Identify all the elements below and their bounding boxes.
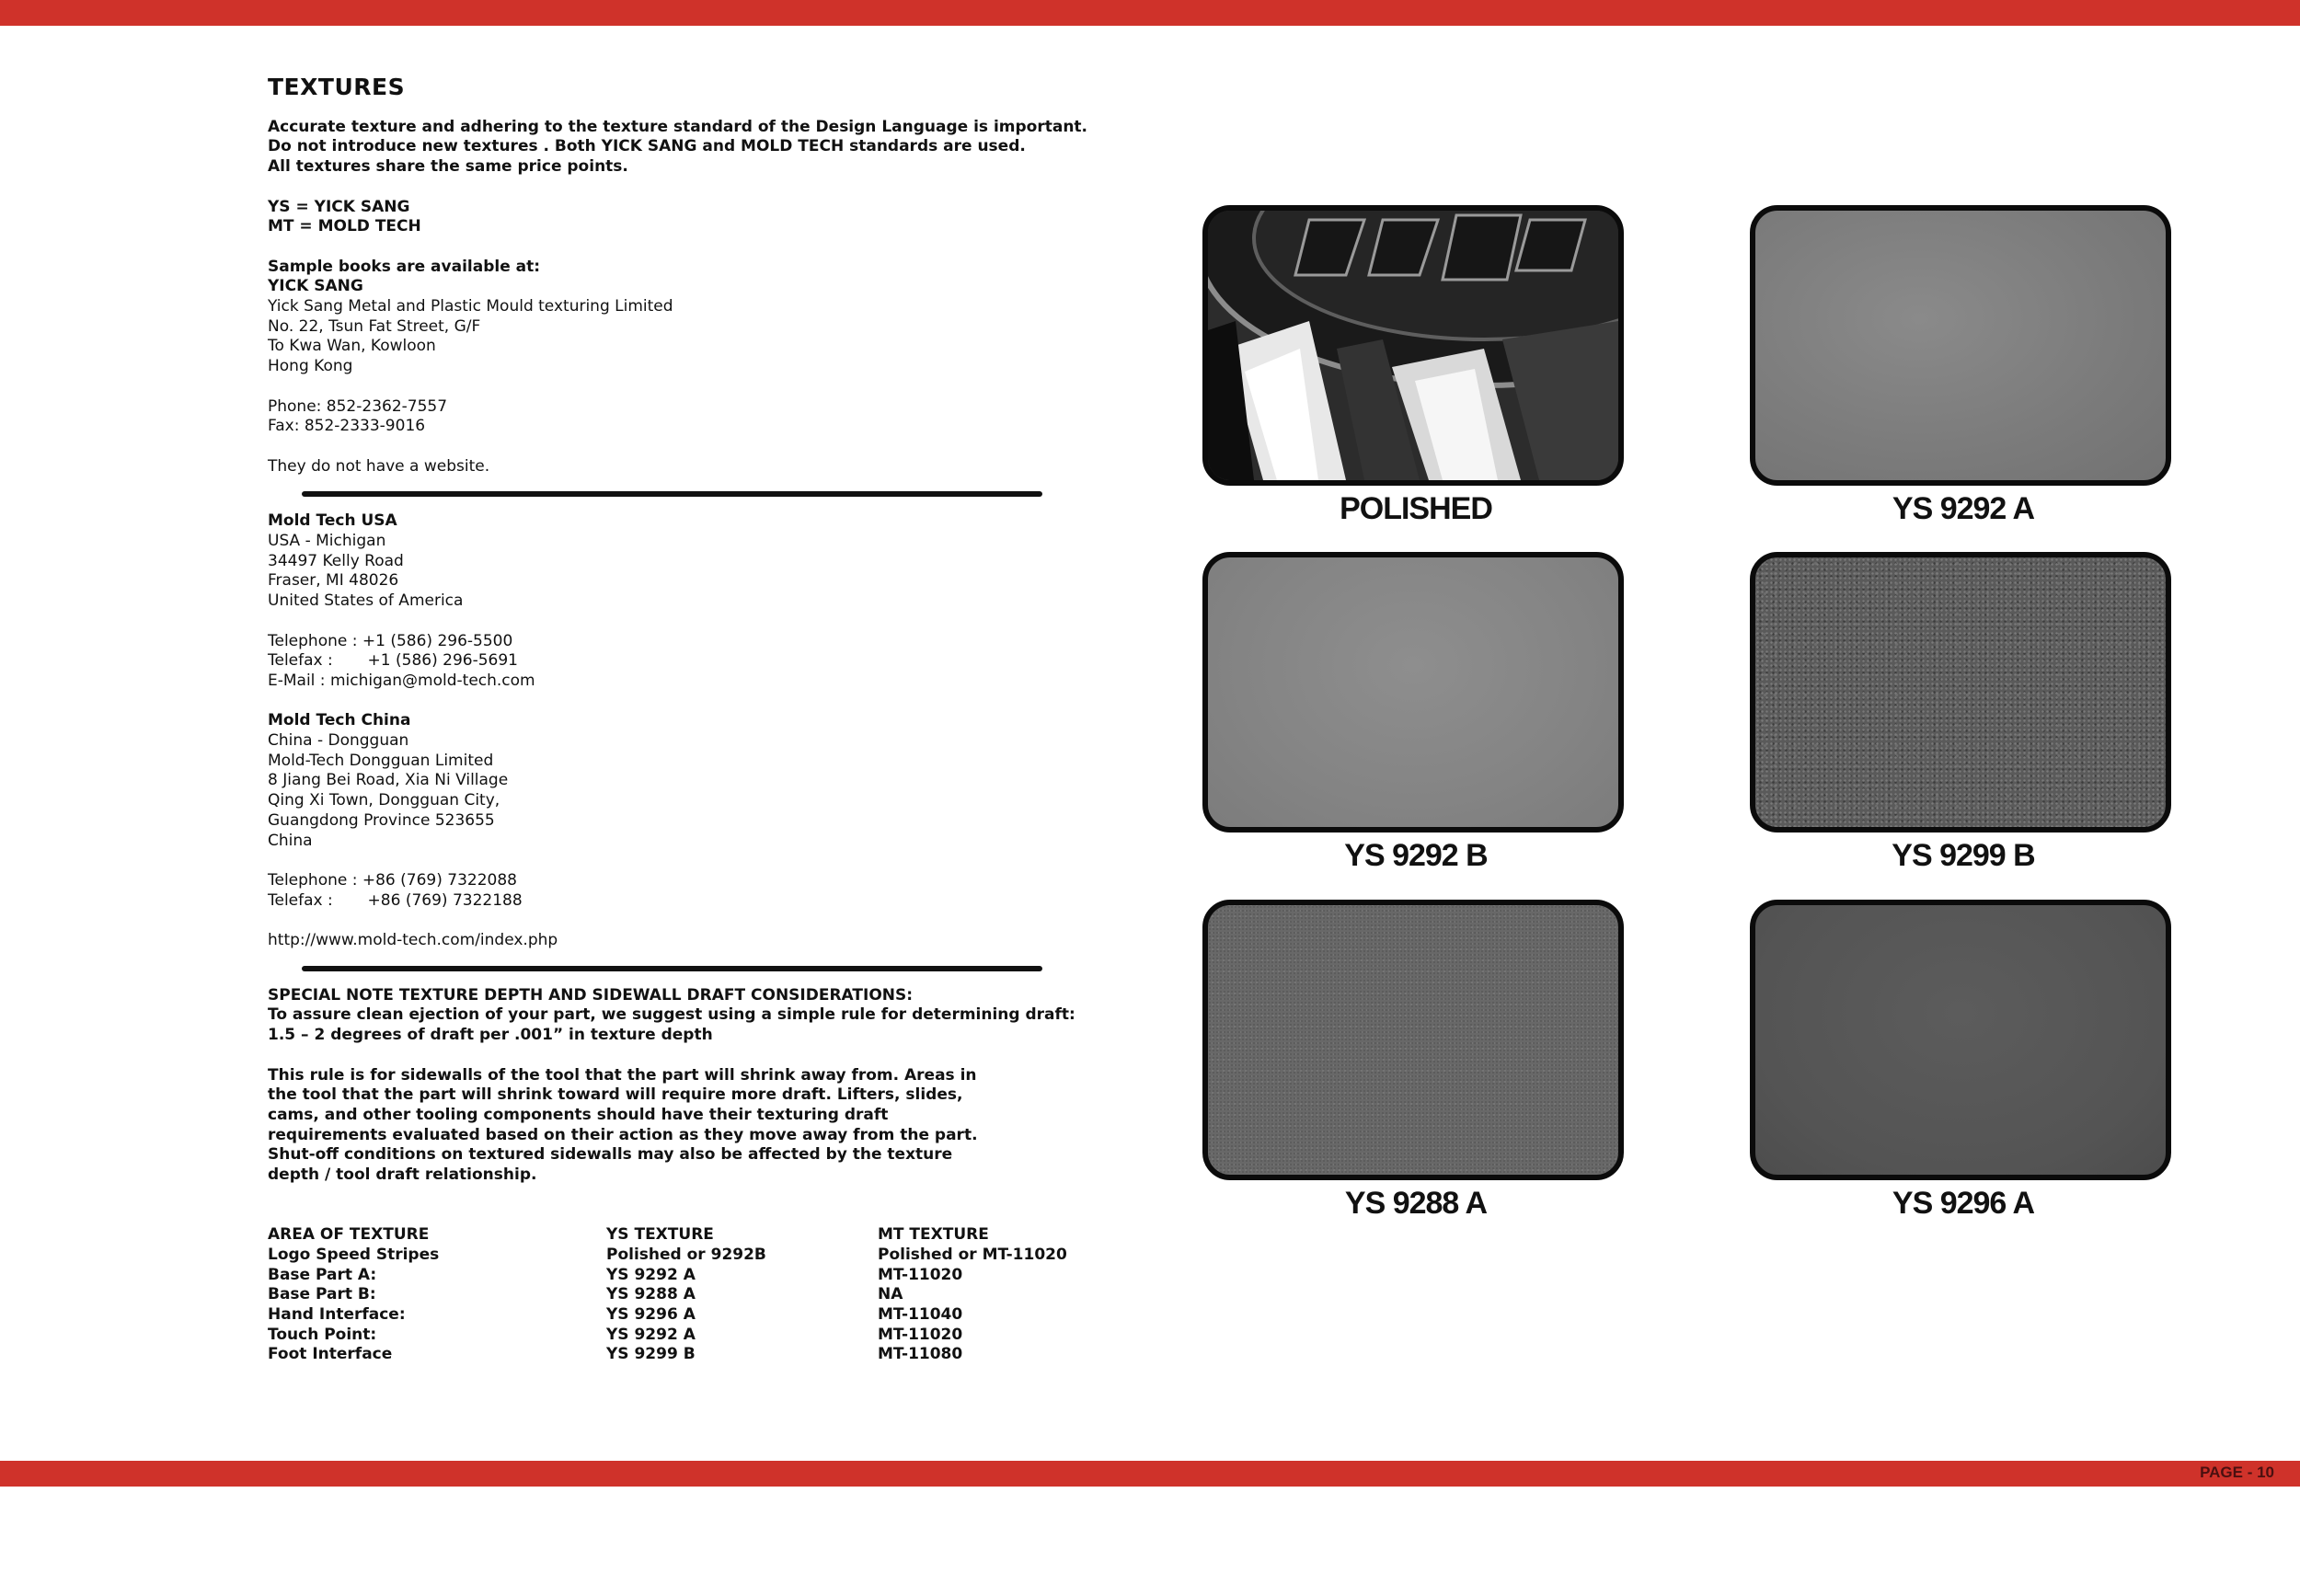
texture-sample [1750, 205, 2171, 486]
special-note-line: 1.5 – 2 degrees of draft per .001” in texture depth [268, 1026, 713, 1045]
texture-sample [1750, 552, 2171, 832]
swatch-label: YS 9292 B [1344, 838, 1488, 873]
contact-line: Telefax : +1 (586) 296-5691 [268, 651, 518, 671]
special-note-heading: SPECIAL NOTE TEXTURE DEPTH AND SIDEWALL DRAFT CONSIDERATIONS: [268, 985, 914, 1005]
table-row [268, 1345, 1067, 1365]
table-cell: YS 9292 A [606, 1265, 696, 1284]
table-cell: YS 9292 A [606, 1325, 696, 1344]
address-line: No. 22, Tsun Fat Street, G/F [268, 316, 481, 336]
table-cell: Logo Speed Stripes [268, 1245, 440, 1264]
table-header: MT TEXTURE [878, 1225, 989, 1245]
contact-line: E-Mail : michigan@mold-tech.com [268, 671, 535, 690]
address-line: Guangdong Province 523655 [268, 810, 495, 830]
polished-sample-image [1202, 205, 1624, 486]
table-cell: Polished or MT-11020 [878, 1245, 1067, 1264]
intro-line: All textures share the same price points. [268, 157, 628, 177]
address-line: 8 Jiang Bei Road, Xia Ni Village [268, 771, 509, 790]
mold-tech-china-name: Mold Tech China [268, 711, 411, 730]
swatch-polished [1202, 205, 1629, 527]
address-line: Qing Xi Town, Dongguan City, [268, 791, 500, 810]
table-header: YS TEXTURE [606, 1225, 714, 1245]
swatch-label: YS 9292 A [1892, 491, 2035, 526]
swatch-ys-9292-a [1750, 205, 2177, 527]
text-column [268, 74, 1151, 1365]
contact-line: Telephone : +86 (769) 7322088 [268, 870, 517, 890]
special-note-paragraph: requirements evaluated based on their action as they move away from the part. [268, 1125, 978, 1144]
address-line: 34497 Kelly Road [268, 551, 404, 570]
table-cell: YS 9288 A [606, 1285, 696, 1304]
texture-sample [1202, 900, 1624, 1180]
yick-sang-fax: Fax: 852-2333-9016 [268, 417, 426, 436]
table-cell: Base Part A: [268, 1265, 377, 1284]
special-note-paragraph: cams, and other tooling components should have their texturing draft [268, 1105, 889, 1124]
sample-heading: Sample books are available at: [268, 257, 541, 276]
address-line: Hong Kong [268, 357, 353, 376]
swatch-label: POLISHED [1340, 491, 1492, 526]
texture-sample [1750, 900, 2171, 1180]
divider [302, 491, 1042, 497]
mold-tech-usa-name: Mold Tech USA [268, 511, 397, 531]
table-cell: MT-11020 [878, 1325, 963, 1344]
special-note-paragraph: This rule is for sidewalls of the tool that the part will shrink away from. Areas in [268, 1065, 977, 1085]
special-note-line: To assure clean ejection of your part, we suggest using a simple rule for determining draft: [268, 1005, 1075, 1025]
abbrev-mt: MT = MOLD TECH [268, 217, 421, 236]
table-cell: YS 9299 B [606, 1345, 696, 1364]
address-line: China [268, 831, 313, 850]
table-cell: Base Part B: [268, 1285, 376, 1304]
address-line: Fraser, MI 48026 [268, 571, 399, 591]
table-row [268, 1246, 1067, 1266]
swatch-label: YS 9296 A [1892, 1186, 2035, 1221]
table-cell: NA [878, 1285, 903, 1304]
page-number: PAGE - 10 [2200, 1464, 2274, 1481]
table-cell: Polished or 9292B [606, 1245, 766, 1264]
yick-sang-name: YICK SANG [268, 277, 363, 296]
polished-logo-photo [1208, 211, 1618, 480]
table-row [268, 1266, 1067, 1286]
swatch-ys-9288-a [1202, 900, 1629, 1222]
address-line: USA - Michigan [268, 532, 386, 550]
table-row [268, 1285, 1067, 1305]
intro-line: Accurate texture and adhering to the texture standard of the Design Language is important. [268, 117, 1088, 136]
yick-sang-phone: Phone: 852-2362-7557 [268, 396, 448, 416]
address-line: To Kwa Wan, Kowloon [268, 337, 436, 356]
contact-line: Telephone : +1 (586) 296-5500 [268, 631, 513, 650]
table-cell: MT-11020 [878, 1265, 963, 1284]
texture-table [268, 1225, 1067, 1365]
top-red-bar [0, 0, 2300, 26]
swatch-ys-9296-a [1750, 900, 2177, 1222]
table-header-row [268, 1225, 1067, 1246]
special-note-paragraph: Shut-off conditions on textured sidewalls may also be affected by the texture [268, 1145, 953, 1165]
contact-line: Telefax : +86 (769) 7322188 [268, 890, 523, 910]
swatch-label: YS 9288 A [1344, 1186, 1488, 1221]
address-line: Yick Sang Metal and Plastic Mould texturing Limited [268, 297, 673, 316]
address-line: United States of America [268, 591, 464, 611]
special-note-paragraph: the tool that the part will shrink toward will require more draft. Lifters, slides, [268, 1085, 963, 1105]
table-cell: MT-11080 [878, 1345, 963, 1364]
table-cell: Hand Interface: [268, 1304, 406, 1324]
abbrev-ys: YS = YICK SANG [268, 197, 410, 216]
intro-line: Do not introduce new textures . Both YICK SANG and MOLD TECH standards are used. [268, 137, 1026, 156]
yick-sang-note: They do not have a website. [268, 456, 490, 476]
table-row [268, 1326, 1067, 1346]
table-cell: MT-11040 [878, 1304, 963, 1324]
table-cell: Touch Point: [268, 1325, 377, 1344]
website-link[interactable]: http://www.mold-tech.com/index.php [268, 931, 558, 949]
table-row [268, 1305, 1067, 1326]
texture-sample [1202, 552, 1624, 832]
swatch-ys-9292-b [1202, 552, 1629, 874]
swatch-ys-9299-b [1750, 552, 2177, 874]
table-cell: Foot Interface [268, 1345, 393, 1364]
address-line: Mold-Tech Dongguan Limited [268, 751, 494, 770]
swatch-label: YS 9299 B [1892, 838, 2035, 873]
address-line: China - Dongguan [268, 731, 409, 750]
table-header: AREA OF TEXTURE [268, 1225, 430, 1245]
table-cell: YS 9296 A [606, 1304, 696, 1324]
bottom-red-bar [0, 1461, 2300, 1487]
special-note-paragraph: depth / tool draft relationship. [268, 1165, 537, 1185]
divider [302, 966, 1042, 971]
page-title: TEXTURES [268, 74, 406, 100]
